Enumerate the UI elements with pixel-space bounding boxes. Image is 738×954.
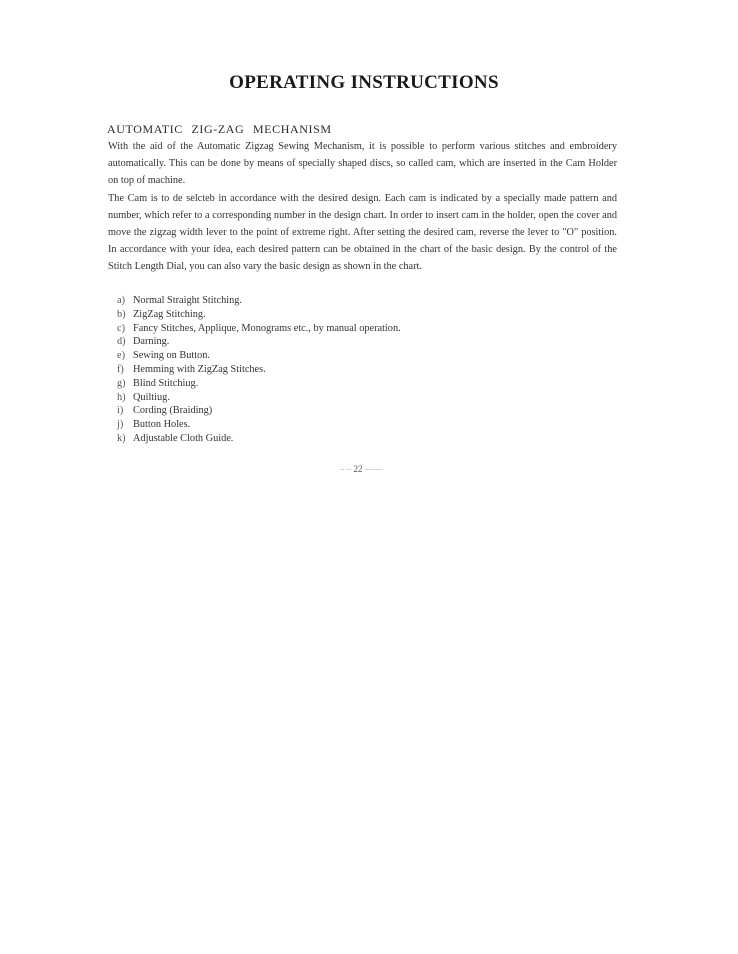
list-item-text: Quiltiug. — [133, 391, 170, 403]
list-item-text: Normal Straight Stitching. — [133, 295, 242, 306]
list-item — [117, 308, 401, 322]
list-marker: i) — [117, 405, 124, 417]
list-item — [117, 418, 401, 432]
list-item-text: Sewing on Button. — [133, 350, 210, 362]
section-heading: AUTOMATIC ZIG-ZAG MECHANISM — [107, 122, 332, 136]
list-item — [117, 377, 401, 391]
list-item-text: Blind Stitchiug. — [133, 377, 199, 389]
list-item — [117, 404, 401, 418]
list-item-text: Adjustable Cloth Guide. — [133, 432, 234, 444]
paragraph-1: With the aid of the Automatic Zigzag Sewing Mechanism, it is possible to perform various stitches and embroidery automatically. This can be done by means of specially shaped discs, so called cam, which are inserted in the Cam Holder on top of machine. — [108, 141, 617, 187]
list-marker: b) — [117, 308, 126, 320]
list-marker: f) — [117, 363, 124, 375]
list-item-text: Cording (Braiding) — [133, 405, 213, 417]
list-marker: j) — [117, 419, 124, 431]
list-marker: k) — [117, 432, 126, 444]
list-marker: c) — [117, 322, 125, 334]
list-item — [117, 432, 401, 446]
page-number-value: 22 — [353, 464, 363, 474]
body-text — [108, 138, 617, 276]
list-item — [117, 391, 401, 405]
list-marker: d) — [117, 336, 126, 348]
list-marker: e) — [117, 350, 125, 362]
list-item-text: Fancy Stitches, Applique, Monograms etc., by manual operation. — [133, 322, 401, 334]
list-marker: g) — [117, 377, 126, 389]
list-item — [117, 322, 401, 336]
page-title: OPERATING INSTRUCTIONS — [229, 72, 499, 93]
page-number — [340, 464, 383, 474]
list-marker: a) — [117, 295, 125, 306]
stitch-list — [117, 294, 401, 446]
list-item-text: Darning. — [133, 336, 170, 348]
list-item — [117, 363, 401, 377]
paragraph-2: The Cam is to de selcteb in accordance with the desired design. Each cam is indicated by a specially made pattern and number, which refer to a corresponding number in the design chart. In order to insert cam in the holder, open the cover and move the zigzag width lever to the point of extreme right. After setting the desired cam, reverse the lever to "O" position. In accordance with your idea, each desired pattern can be obtained in the chart of the basic design. By the control of the Stitch Length Dial, you can also vary the basic design as shown in the chart. — [108, 192, 617, 273]
list-item-text: Button Holes. — [133, 419, 191, 431]
list-item-text: ZigZag Stitching. — [133, 308, 206, 320]
list-item — [117, 294, 401, 308]
list-item — [117, 335, 401, 349]
list-item-text: Hemming with ZigZag Stitches. — [133, 363, 266, 375]
page-number-dash-left: – – — [340, 464, 354, 474]
list-item — [117, 349, 401, 363]
page-number-dash-right: —— — [362, 464, 383, 474]
list-marker: h) — [117, 391, 126, 403]
